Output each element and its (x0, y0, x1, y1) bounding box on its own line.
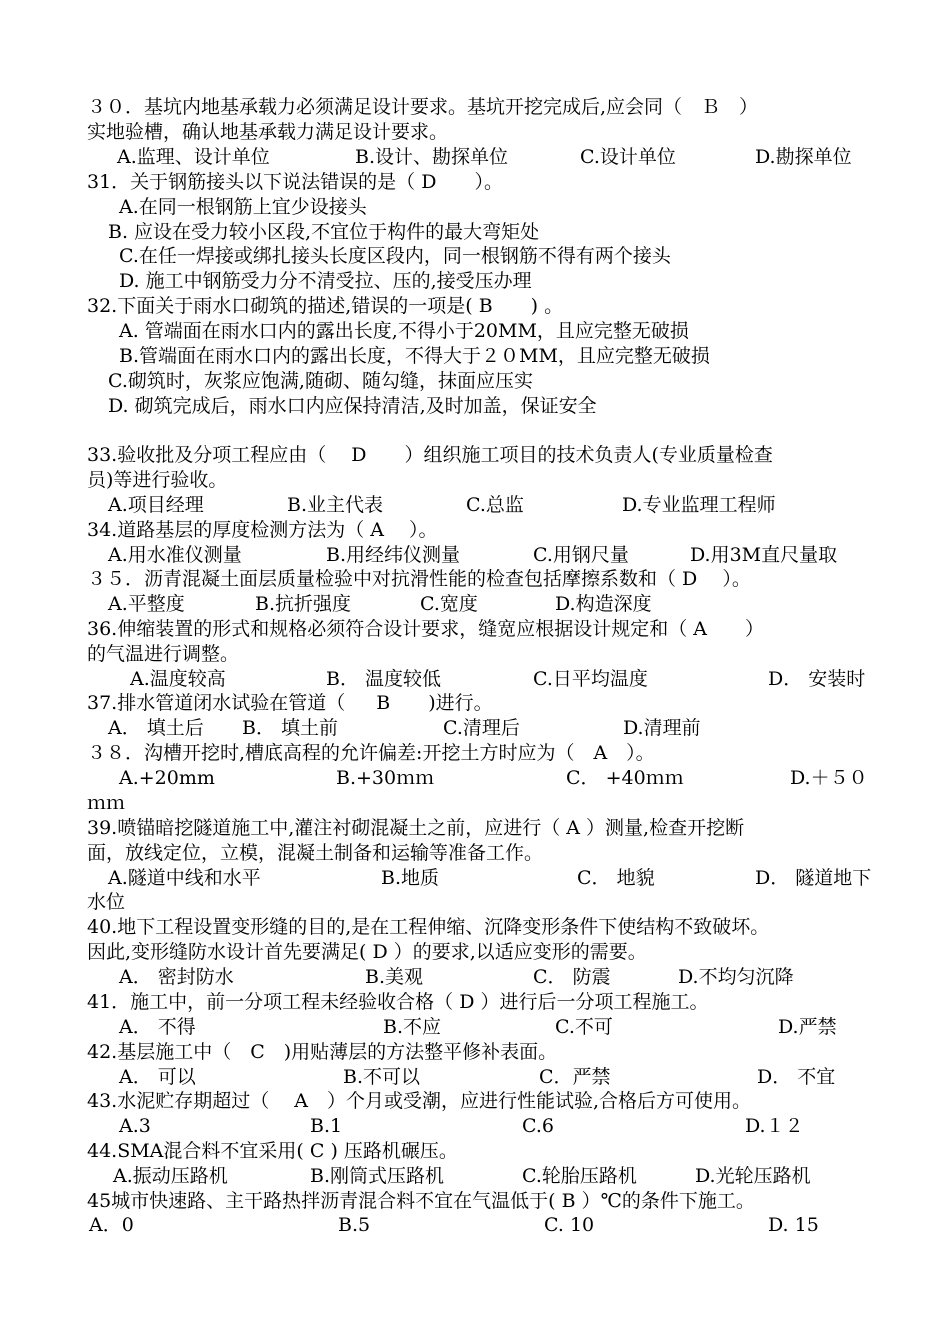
question-43-stem: 43.水泥贮存期超过（ A ）个月或受潮，应进行性能试验,合格后方可使用。 (87, 1090, 752, 1112)
option-b: B.刚筒式压路机 (310, 1165, 445, 1187)
question-32-option-a: A. 管端面在雨水口内的露出长度,不得小于20MM，且应完整无破损 (119, 320, 689, 342)
option-b: B.美观 (365, 966, 424, 988)
option-c: C． 地貌 (577, 867, 655, 889)
option-d: D.勘探单位 (755, 146, 852, 168)
question-33-stem-cont: 员)等进行验收。 (87, 469, 228, 491)
question-45-stem: 45城市快速路、主干路热拌沥青混合料不宜在气温低于( B ）℃的条件下施工。 (87, 1190, 755, 1212)
question-37-stem: 37.排水管道闭水试验在管道（ B )进行。 (87, 692, 493, 714)
option-d: D.构造深度 (555, 593, 652, 615)
question-31-option-a: A.在同一根钢筋上宜少设接头 (119, 196, 367, 218)
option-b: B.用经纬仪测量 (326, 544, 461, 566)
question-39-option-d-cont: 水位 (87, 891, 126, 913)
question-32-option-c: C.砌筑时，灰浆应饱满,随砌、随勾缝，抹面应压实 (108, 370, 533, 392)
question-34-stem: 34.道路基层的厚度检测方法为（ A ）。 (87, 519, 438, 541)
question-38-stem: ３８．沟槽开挖时,槽底高程的允许偏差:开挖土方时应为（ A ）。 (87, 742, 655, 764)
option-a: A． 密封防水 (119, 966, 234, 988)
option-b: B.业主代表 (287, 494, 384, 516)
option-a: A.温度较高 (130, 668, 226, 690)
option-a: A.项目经理 (108, 494, 204, 516)
option-b: B.1 (310, 1115, 343, 1137)
option-b: B． 温度较低 (326, 668, 442, 690)
option-a: A．0 (89, 1214, 134, 1236)
option-a: A.+20mm (119, 767, 215, 789)
option-a: A． 不得 (119, 1016, 196, 1038)
option-b: B.不可以 (343, 1066, 421, 1088)
question-39-stem: 39.喷锚暗挖隧道施工中,灌注衬砌混凝土之前，应进行（ A ）测量,检查开挖断 (87, 817, 745, 839)
question-31-option-b: B. 应设在受力较小区段,不宜位于构件的最大弯矩处 (108, 221, 540, 243)
question-33-stem: 33.验收批及分项工程应由（ D ）组织施工项目的技术负责人(专业质量检查 (87, 444, 773, 466)
option-d: D.＋５０ (790, 767, 868, 789)
option-d: D.用3M直尺量取 (690, 544, 838, 566)
option-a: A． 填土后 (108, 717, 204, 739)
question-31-option-d: D. 施工中钢筋受力分不清受拉、压的,接受压办理 (119, 270, 532, 292)
option-a: A.监理、设计单位 (117, 146, 270, 168)
option-d: D.不均匀沉降 (678, 966, 794, 988)
option-c: C.6 (522, 1115, 554, 1137)
question-35-stem: ３５．沥青混凝土面层质量检验中对抗滑性能的检查包括摩擦系数和（ D ）。 (87, 568, 751, 590)
option-c: C.总监 (466, 494, 524, 516)
question-40-stem-cont: 因此,变形缝防水设计首先要满足( D ）的要求,以适应变形的需要。 (87, 941, 647, 963)
option-a: A． 可以 (119, 1066, 196, 1088)
question-31-stem: 31．关于钢筋接头以下说法错误的是（ D ）。 (87, 171, 503, 193)
option-c: C.宽度 (420, 593, 478, 615)
option-a: A.振动压路机 (113, 1165, 228, 1187)
option-d: D.严禁 (778, 1016, 837, 1038)
option-b: B.抗折强度 (255, 593, 352, 615)
question-44-stem: 44.SMA混合料不宜采用( C ) 压路机碾压。 (87, 1140, 458, 1162)
option-d: D． 隧道地下 (755, 867, 872, 889)
question-30-stem: ３０．基坑内地基承载力必须满足设计要求。基坑开挖完成后,应会同（ Ｂ ） (87, 96, 759, 118)
option-d: D.专业监理工程师 (622, 494, 776, 516)
option-d: D. 15 (768, 1214, 819, 1236)
question-32-stem: 32.下面关于雨水口砌筑的描述,错误的一项是( B ) 。 (87, 295, 564, 317)
option-c: C.设计单位 (580, 146, 676, 168)
option-b: B.地质 (381, 867, 440, 889)
option-c: C． 防震 (533, 966, 611, 988)
question-32-option-b: B.管端面在雨水口内的露出长度，不得大于２０MM，且应完整无破损 (119, 345, 710, 367)
option-d: D.光轮压路机 (695, 1165, 811, 1187)
option-d: D． 不宜 (757, 1066, 836, 1088)
option-c: C.轮胎压路机 (522, 1165, 637, 1187)
option-c: C. 10 (544, 1214, 595, 1236)
question-30-stem-cont: 实地验槽，确认地基承载力满足设计要求。 (87, 121, 449, 143)
option-c: C．严禁 (539, 1066, 611, 1088)
question-39-stem-cont: 面，放线定位，立模，混凝土制备和运输等准备工作。 (87, 842, 544, 864)
option-d: D． 安装时 (768, 668, 866, 690)
question-36-stem-cont: 的气温进行调整。 (87, 643, 240, 665)
option-b: B.5 (338, 1214, 371, 1236)
question-40-stem: 40.地下工程设置变形缝的目的,是在工程伸缩、沉降变形条件下使结构不致破坏。 (87, 916, 770, 938)
option-b: B.设计、勘探单位 (355, 146, 509, 168)
option-d: D.清理前 (623, 717, 701, 739)
option-b: B.+30ｍｍ (336, 767, 435, 789)
option-a: A.用水准仪测量 (108, 544, 242, 566)
option-a: A.隧道中线和水平 (108, 867, 261, 889)
option-a: A.平整度 (108, 593, 185, 615)
option-d: D.１２ (745, 1115, 804, 1137)
question-31-option-c: C.在任一焊接或绑扎接头长度区段内，同一根钢筋不得有两个接头 (119, 245, 671, 267)
option-a: A.3 (119, 1115, 151, 1137)
question-38-option-d-cont: ｍｍ (87, 792, 126, 814)
option-c: C.清理后 (443, 717, 520, 739)
question-41-stem: 41．施工中，前一分项工程未经验收合格（ D ）进行后一分项工程施工。 (87, 991, 709, 1013)
question-32-option-d: D. 砌筑完成后，雨水口内应保持清洁,及时加盖，保证安全 (108, 395, 597, 417)
option-b: B． 填土前 (242, 717, 339, 739)
option-c: C.日平均温度 (533, 668, 648, 690)
question-42-stem: 42.基层施工中（ C )用贴薄层的方法整平修补表面。 (87, 1041, 558, 1063)
question-36-stem: 36.伸缩装置的形式和规格必须符合设计要求，缝宽应根据设计规定和（ A ） (87, 618, 764, 640)
option-c: C.用钢尺量 (533, 544, 629, 566)
option-c: C.不可 (555, 1016, 613, 1038)
option-b: B.不应 (383, 1016, 442, 1038)
option-c: C． +40ｍｍ (566, 767, 684, 789)
